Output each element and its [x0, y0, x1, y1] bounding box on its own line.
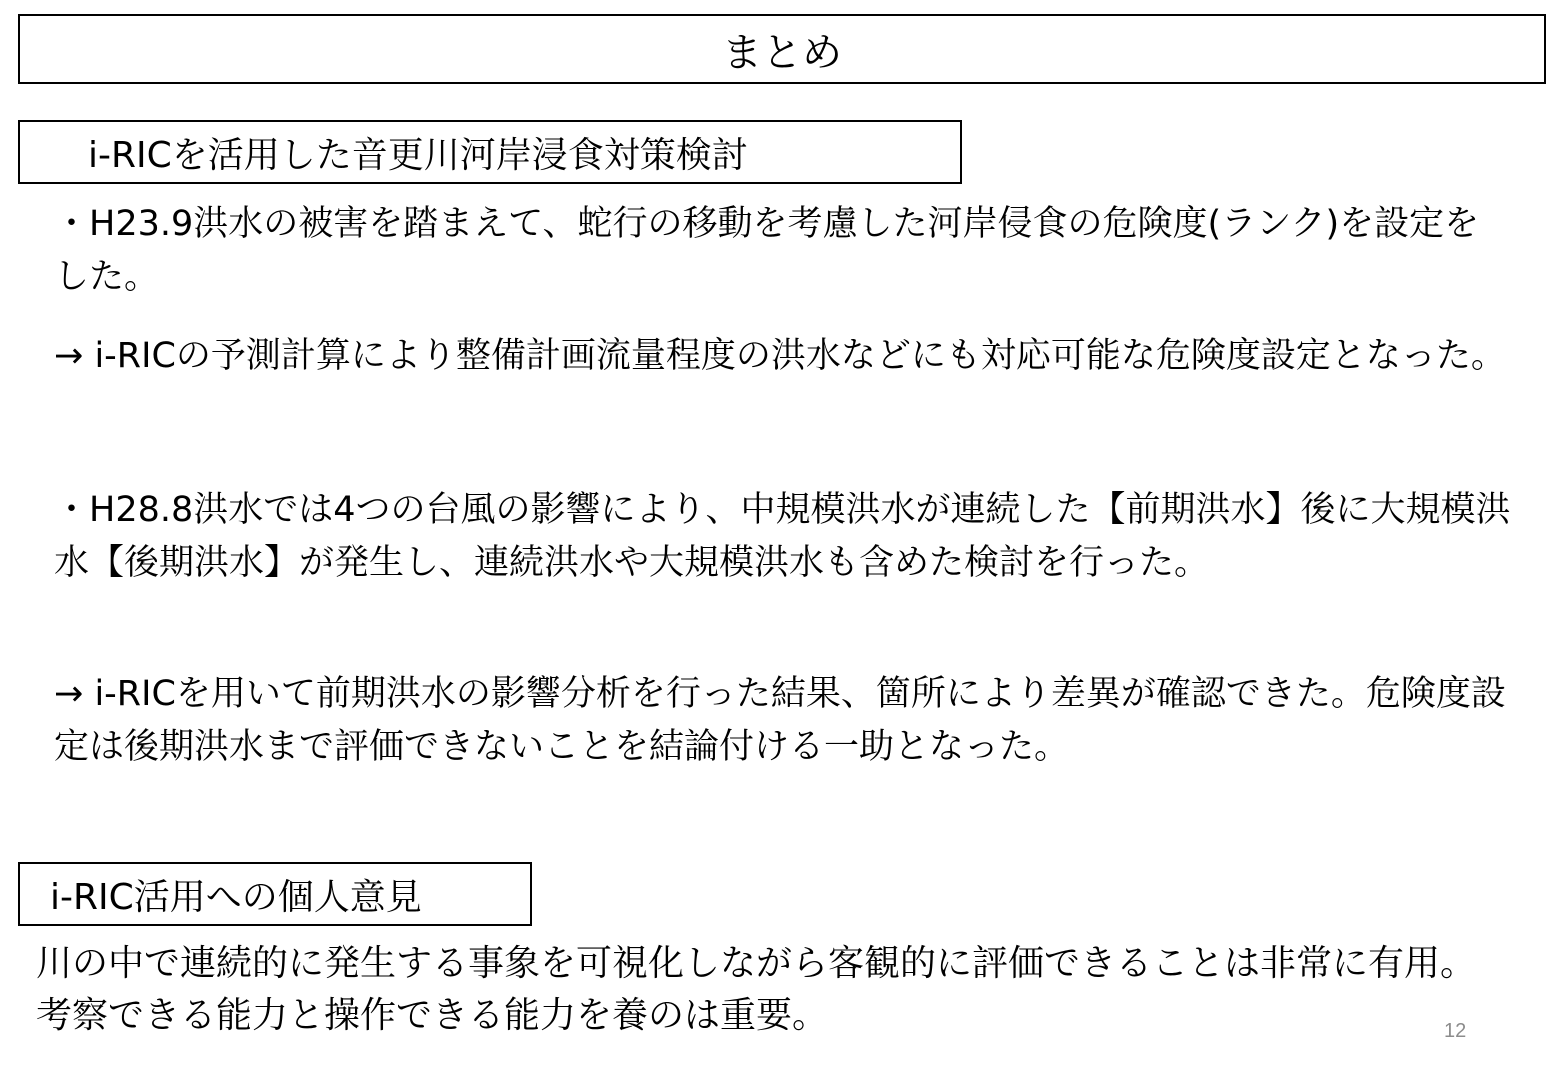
section-heading-opinion — [18, 862, 532, 926]
summary-paragraph-h28-result: → i-RICを用いて前期洪水の影響分析を行った結果、箇所により差異が確認できた。危険度設定は後期洪水まで評価できないことを結論付ける一助となった。 — [54, 674, 1506, 767]
personal-opinion-text: 川の中で連続的に発生する事象を可視化しながら客観的に評価できることは非常に有用。考察できる能力と操作できる能力を養のは重要。 — [36, 943, 1477, 1036]
slide-title — [18, 14, 1546, 84]
slide-title-text: まとめ — [722, 29, 842, 76]
section-heading-text: i-RIC活用への個人意見 — [50, 876, 422, 918]
summary-paragraph-h23: ・H23.9洪水の被害を踏まえて、蛇行の移動を考慮した河岸侵食の危険度(ランク)を設定をした。 — [54, 204, 1480, 297]
summary-paragraph-h28: ・H28.8洪水では4つの台風の影響により、中規模洪水が連続した【前期洪水】後に大規模洪水【後期洪水】が発生し、連続洪水や大規模洪水も含めた検討を行った。 — [54, 490, 1511, 583]
page-number: 12 — [1444, 1020, 1467, 1042]
section-heading-text: i-RICを活用した音更川河岸浸食対策検討 — [88, 134, 748, 176]
section-heading-irc-study — [18, 120, 962, 184]
summary-paragraph-h23-result: → i-RICの予測計算により整備計画流量程度の洪水などにも対応可能な危険度設定となった。 — [54, 336, 1506, 376]
